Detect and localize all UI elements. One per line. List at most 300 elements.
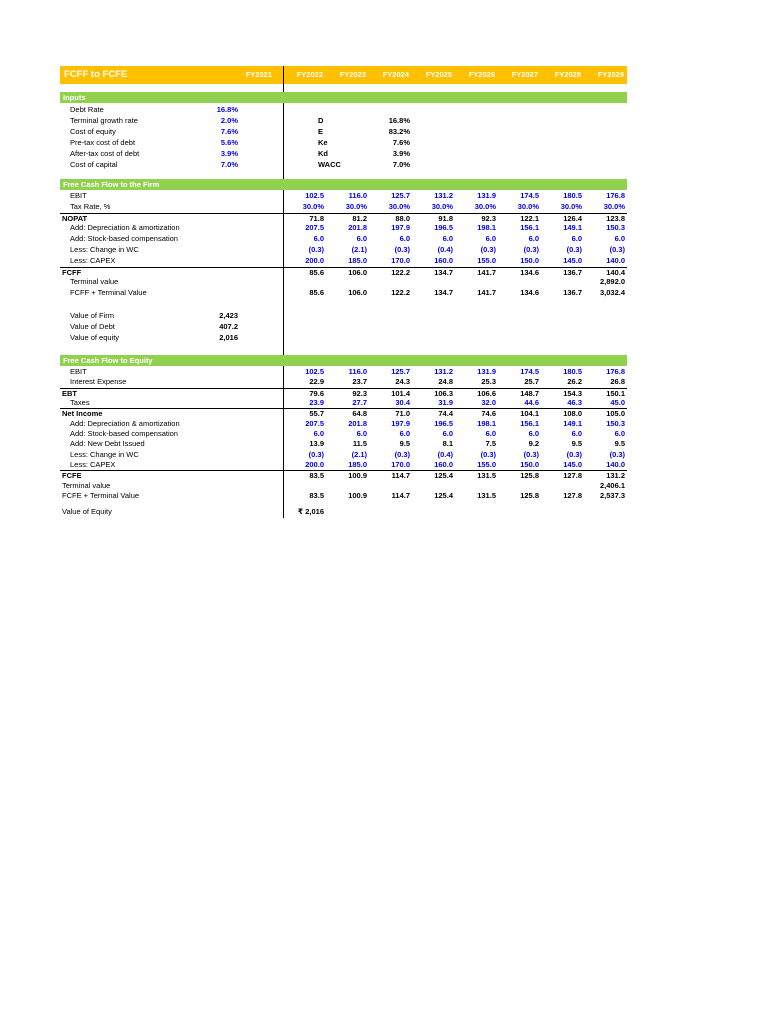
- cell: 150.3: [606, 418, 625, 428]
- cell: 197.9: [391, 418, 410, 428]
- cell: 91.8: [438, 213, 453, 223]
- cell: 131.5: [477, 491, 496, 501]
- fcff-rows: [60, 191, 627, 299]
- col-header-year: FY2022: [296, 70, 323, 79]
- cell: 26.2: [567, 377, 582, 387]
- col-header-year: FY2024: [382, 70, 409, 79]
- cell: (2.1): [351, 244, 367, 254]
- row-cells: [283, 389, 627, 398]
- cell: 24.3: [395, 377, 410, 387]
- row-cells: [283, 234, 627, 245]
- cell: 6.0: [399, 429, 410, 439]
- cell: (0.3): [523, 244, 539, 254]
- cell: 125.7: [391, 367, 410, 376]
- cell: 9.5: [614, 439, 625, 449]
- cell: 116.0: [348, 367, 367, 376]
- row-label: Less: CAPEX: [70, 255, 116, 265]
- cell: 30.0%: [560, 201, 582, 211]
- cell: 85.6: [309, 267, 324, 277]
- cell: 154.3: [563, 388, 582, 398]
- row-label: NOPAT: [62, 213, 88, 223]
- table-row: [60, 481, 627, 491]
- row-label: Value of Debt: [70, 322, 115, 331]
- cell: 150.0: [520, 460, 539, 470]
- cell: 11.5: [352, 439, 367, 449]
- cell: 131.2: [434, 367, 453, 376]
- cell: 176.8: [606, 191, 625, 200]
- cell-fy2021: 2,016: [219, 333, 238, 342]
- cell: 6.0: [313, 234, 324, 244]
- cell: (0.3): [394, 449, 410, 459]
- cell: 200.0: [305, 255, 324, 265]
- cell: 30.0%: [388, 201, 410, 211]
- cell: 155.0: [477, 255, 496, 265]
- row-cells: [283, 256, 627, 267]
- table-row: [60, 267, 627, 278]
- cell: 55.7: [309, 409, 324, 419]
- cell: 140.4: [606, 267, 625, 277]
- param-value: 3.9%: [392, 149, 410, 158]
- row-cells: [283, 429, 627, 439]
- row-cells: [283, 377, 627, 387]
- cell: 134.7: [434, 288, 453, 298]
- table-row: [60, 202, 627, 213]
- table-row: [60, 126, 627, 137]
- cell: (0.3): [566, 449, 582, 459]
- cell: [498, 277, 541, 288]
- cell-fy2021: 2,423: [219, 311, 238, 320]
- cell: [541, 506, 584, 517]
- cell: 134.6: [520, 288, 539, 298]
- row-label: Add: Stock-based compensation: [70, 234, 178, 244]
- table-row: [60, 377, 627, 387]
- cell: 24.8: [438, 377, 453, 387]
- year-column-headers: [283, 66, 627, 84]
- cell: 30.0%: [345, 201, 367, 211]
- table-row: [60, 256, 627, 267]
- cell: 106.6: [477, 388, 496, 398]
- cell: 6.0: [614, 429, 625, 439]
- cell: 131.9: [477, 367, 496, 376]
- row-cells: [283, 460, 627, 470]
- cell: 122.2: [391, 288, 410, 298]
- cell: 131.5: [477, 471, 496, 481]
- table-row: [60, 367, 627, 377]
- cell: 26.8: [610, 377, 625, 387]
- table-row: [60, 115, 627, 126]
- cell: [369, 506, 412, 517]
- cell: 100.9: [348, 471, 367, 481]
- table-row: [60, 470, 627, 480]
- cell: 150.1: [606, 388, 625, 398]
- param-label: WACC: [318, 160, 341, 169]
- row-label: EBIT: [70, 191, 87, 200]
- section-header-fcff: [60, 179, 627, 190]
- row-cells: [283, 367, 627, 377]
- row-cells: [283, 245, 627, 256]
- param-label: E: [318, 127, 324, 136]
- row-label: FCFF + Terminal Value: [70, 288, 147, 298]
- cell: 201.8: [348, 418, 367, 428]
- section-header-inputs: [60, 92, 627, 103]
- section-title: Inputs: [63, 93, 86, 102]
- table-row: [60, 332, 627, 343]
- col-header-year: FY2028: [554, 70, 581, 79]
- col-header-year: FY2023: [339, 70, 366, 79]
- cell: 125.8: [520, 471, 539, 481]
- cell: 123.8: [606, 213, 625, 223]
- row-label: Terminal growth rate: [70, 116, 138, 125]
- row-label: Less: Change in WC: [70, 449, 139, 459]
- cell: (0.3): [308, 244, 324, 254]
- cell: 104.1: [520, 409, 539, 419]
- cell-fy2021: 2.0%: [220, 116, 238, 125]
- cell: 150.0: [520, 255, 539, 265]
- cell: (0.3): [394, 244, 410, 254]
- cell-fy2021: 5.6%: [220, 138, 238, 147]
- table-row: [60, 191, 627, 202]
- cell: 185.0: [348, 255, 367, 265]
- cell: 185.0: [348, 460, 367, 470]
- row-cells: [283, 481, 627, 491]
- cell: 198.1: [477, 223, 496, 233]
- row-label: FCFE + Terminal Value: [62, 491, 140, 501]
- cell-fy2021: 16.8%: [216, 105, 238, 114]
- row-cells: [283, 471, 627, 480]
- cell: 136.7: [563, 267, 582, 277]
- cell: 92.3: [352, 388, 367, 398]
- cell: 6.0: [442, 429, 453, 439]
- table-row: [60, 506, 627, 517]
- cell: 131.9: [477, 191, 496, 200]
- cell: 106.0: [348, 267, 367, 277]
- cell: [369, 277, 412, 288]
- cell: [412, 506, 455, 517]
- row-label: Terminal value: [62, 480, 111, 490]
- cell: 149.1: [563, 418, 582, 428]
- cell: 45.0: [610, 398, 625, 408]
- cell: 180.5: [563, 367, 582, 376]
- cell: 6.0: [356, 429, 367, 439]
- section-header-fcfe: [60, 355, 627, 366]
- cell: 170.0: [391, 255, 410, 265]
- cell: [326, 277, 369, 288]
- cell: [283, 277, 326, 288]
- cell: [455, 506, 498, 517]
- cell: [541, 481, 584, 491]
- cell: 32.0: [481, 398, 496, 408]
- cell: 105.0: [606, 409, 625, 419]
- cell: 140.0: [606, 255, 625, 265]
- param-label: Kd: [318, 149, 328, 158]
- cell: 196.5: [434, 418, 453, 428]
- cell: 101.4: [391, 388, 410, 398]
- row-cells: [283, 450, 627, 460]
- cell: 200.0: [305, 460, 324, 470]
- col-header-year: FY2029: [597, 70, 624, 79]
- cell: 74.4: [438, 409, 453, 419]
- cell: 31.9: [438, 398, 453, 408]
- table-row: [60, 460, 627, 470]
- cell: 81.2: [352, 213, 367, 223]
- cell: 174.5: [520, 367, 539, 376]
- row-label: Value of Firm: [70, 311, 115, 320]
- table-title: FCFF to FCFE: [64, 69, 128, 80]
- cell: 207.5: [305, 223, 324, 233]
- cell: 136.7: [563, 288, 582, 298]
- table-row: [60, 419, 627, 429]
- row-label: EBT: [62, 388, 77, 398]
- cell: [455, 481, 498, 491]
- cell: 6.0: [614, 234, 625, 244]
- cell: 197.9: [391, 223, 410, 233]
- table-row: [60, 450, 627, 460]
- cell: 141.7: [477, 288, 496, 298]
- table-row: [60, 429, 627, 439]
- cell: [541, 277, 584, 288]
- cell: 196.5: [434, 223, 453, 233]
- cell: 102.5: [305, 191, 324, 200]
- section-title: Free Cash Flow to Equity: [63, 356, 153, 365]
- cell: 180.5: [563, 191, 582, 200]
- cell: 6.0: [442, 234, 453, 244]
- table-row: [60, 288, 627, 299]
- cell: 160.0: [434, 460, 453, 470]
- cell: 160.0: [434, 255, 453, 265]
- table-row: [60, 388, 627, 398]
- cell: 141.7: [477, 267, 496, 277]
- table-row: [60, 310, 627, 321]
- cell: 83.5: [309, 471, 324, 481]
- cell: 102.5: [305, 367, 324, 376]
- cell: 134.7: [434, 267, 453, 277]
- table-row: [60, 213, 627, 224]
- cell: 125.7: [391, 191, 410, 200]
- cell-fy2021: 3.9%: [220, 149, 238, 158]
- row-label: FCFF: [62, 267, 82, 277]
- cell: 71.8: [309, 213, 324, 223]
- row-label: Add: Depreciation & amortization: [70, 418, 180, 428]
- cell: (0.4): [437, 449, 453, 459]
- cell: (0.4): [437, 244, 453, 254]
- cell: 7.5: [485, 439, 496, 449]
- row-cells: [283, 223, 627, 234]
- table-row: [60, 159, 627, 170]
- cell: 6.0: [528, 234, 539, 244]
- cell: 114.7: [391, 471, 410, 481]
- equity-value-row: [60, 506, 627, 517]
- cell: 106.0: [348, 288, 367, 298]
- cell: 156.1: [520, 223, 539, 233]
- cell: [584, 506, 627, 517]
- table-row: [60, 104, 627, 115]
- cell: 9.2: [528, 439, 539, 449]
- cell: 30.0%: [603, 201, 625, 211]
- cell: 176.8: [606, 367, 625, 376]
- cell: 23.7: [352, 377, 367, 387]
- cell: (0.3): [480, 449, 496, 459]
- cell: 122.2: [391, 267, 410, 277]
- row-cells: [283, 419, 627, 429]
- row-cells: [283, 398, 627, 408]
- cell: 6.0: [528, 429, 539, 439]
- cell: 145.0: [563, 255, 582, 265]
- cell: (0.3): [566, 244, 582, 254]
- cell: 79.6: [309, 388, 324, 398]
- row-label: Add: New Debt Issued: [70, 439, 145, 449]
- cell: 131.2: [434, 191, 453, 200]
- cell: 3,032.4: [599, 288, 625, 298]
- cell: 2,537.3: [599, 491, 625, 501]
- row-cells: [283, 191, 627, 202]
- cell: 131.2: [606, 471, 625, 481]
- cell: (0.3): [308, 449, 324, 459]
- cell: [369, 481, 412, 491]
- cell: 25.7: [524, 377, 539, 387]
- row-label: Value of equity: [70, 333, 120, 342]
- cell: [498, 481, 541, 491]
- table-row: [60, 245, 627, 256]
- row-label: Value of Equity: [62, 507, 112, 516]
- cell: 150.3: [606, 223, 625, 233]
- table-row: [60, 234, 627, 245]
- cell: 174.5: [520, 191, 539, 200]
- cell: 170.0: [391, 460, 410, 470]
- row-cells: [283, 439, 627, 449]
- fcfe-rows: [60, 367, 627, 501]
- cell: 148.7: [520, 388, 539, 398]
- cell: 74.6: [481, 409, 496, 419]
- cell: [283, 481, 326, 491]
- row-cells: [283, 288, 627, 299]
- cell: 122.1: [520, 213, 539, 223]
- cell: ₹ 2,016: [297, 507, 324, 516]
- cell: 6.0: [399, 234, 410, 244]
- row-cells: [283, 491, 627, 501]
- param-value: 83.2%: [388, 127, 410, 136]
- cell: 6.0: [356, 234, 367, 244]
- cell: (0.3): [480, 244, 496, 254]
- cell: 201.8: [348, 223, 367, 233]
- cell: 9.5: [399, 439, 410, 449]
- cell: 25.3: [481, 377, 496, 387]
- param-value: 7.6%: [392, 138, 410, 147]
- cell: 145.0: [563, 460, 582, 470]
- cell: 134.6: [520, 267, 539, 277]
- cell: 2,892.0: [599, 277, 625, 287]
- row-label: Add: Stock-based compensation: [70, 429, 178, 439]
- cell: 88.0: [395, 213, 410, 223]
- cell: 6.0: [571, 234, 582, 244]
- cell: 6.0: [485, 234, 496, 244]
- table-header-bar: [60, 66, 627, 84]
- cell: 207.5: [305, 418, 324, 428]
- cell: [412, 481, 455, 491]
- firm-value-rows: [60, 310, 627, 343]
- col-header-year: FY2025: [425, 70, 452, 79]
- cell: 6.0: [485, 429, 496, 439]
- section-title: Free Cash Flow to the Firm: [63, 180, 160, 189]
- row-label: Less: CAPEX: [70, 460, 116, 470]
- inputs-rows: [60, 104, 627, 170]
- row-label: Interest Expense: [70, 377, 127, 387]
- table-row: [60, 491, 627, 501]
- cell: 85.6: [309, 288, 324, 298]
- cell: 126.4: [563, 213, 582, 223]
- table-row: [60, 408, 627, 418]
- cell: 30.0%: [474, 201, 496, 211]
- cell-fy2021: 407.2: [219, 322, 238, 331]
- row-label: Net Income: [62, 409, 103, 419]
- table-row: [60, 439, 627, 449]
- row-label: Terminal value: [70, 277, 119, 287]
- row-cells: [283, 506, 627, 517]
- cell: 156.1: [520, 418, 539, 428]
- row-label: EBIT: [70, 367, 87, 376]
- cell: 23.9: [309, 398, 324, 408]
- table-row: [60, 321, 627, 332]
- cell: 116.0: [348, 191, 367, 200]
- cell: [455, 277, 498, 288]
- cell: 9.5: [571, 439, 582, 449]
- cell: 6.0: [313, 429, 324, 439]
- table-row: [60, 398, 627, 408]
- cell: 22.9: [309, 377, 324, 387]
- cell: 100.9: [348, 491, 367, 501]
- cell: 30.0%: [517, 201, 539, 211]
- cell: 108.0: [563, 409, 582, 419]
- cell: 13.9: [309, 439, 324, 449]
- cell: 83.5: [309, 491, 324, 501]
- row-label: Less: Change in WC: [70, 244, 139, 254]
- cell: 125.8: [520, 491, 539, 501]
- cell: (0.3): [609, 244, 625, 254]
- cell: 155.0: [477, 460, 496, 470]
- param-label: Ke: [318, 138, 328, 147]
- cell: 46.3: [567, 398, 582, 408]
- cell: [326, 481, 369, 491]
- cell: 64.8: [352, 409, 367, 419]
- row-label: Debt Rate: [70, 105, 104, 114]
- cell: 149.1: [563, 223, 582, 233]
- cell: 125.4: [434, 471, 453, 481]
- cell: [326, 506, 369, 517]
- cell: [412, 277, 455, 288]
- cell: 114.7: [391, 491, 410, 501]
- row-label: FCFE: [62, 471, 82, 481]
- cell: 8.1: [442, 439, 453, 449]
- cell: 106.3: [434, 388, 453, 398]
- cell: 125.4: [434, 491, 453, 501]
- col-header-year: FY2027: [511, 70, 538, 79]
- table-row: [60, 137, 627, 148]
- row-cells: [283, 277, 627, 288]
- cell: 30.0%: [302, 201, 324, 211]
- cell: 2,406.1: [599, 480, 625, 490]
- cell: 198.1: [477, 418, 496, 428]
- param-value: 16.8%: [388, 116, 410, 125]
- cell: 127.8: [563, 491, 582, 501]
- cell: (0.3): [609, 449, 625, 459]
- row-label: Cost of capital: [70, 160, 118, 169]
- row-label: Tax Rate, %: [70, 201, 111, 211]
- table-row: [60, 277, 627, 288]
- cell: 71.0: [395, 409, 410, 419]
- cell: 127.8: [563, 471, 582, 481]
- row-label: Add: Depreciation & amortization: [70, 223, 180, 233]
- table-row: [60, 148, 627, 159]
- cell: 30.4: [395, 398, 410, 408]
